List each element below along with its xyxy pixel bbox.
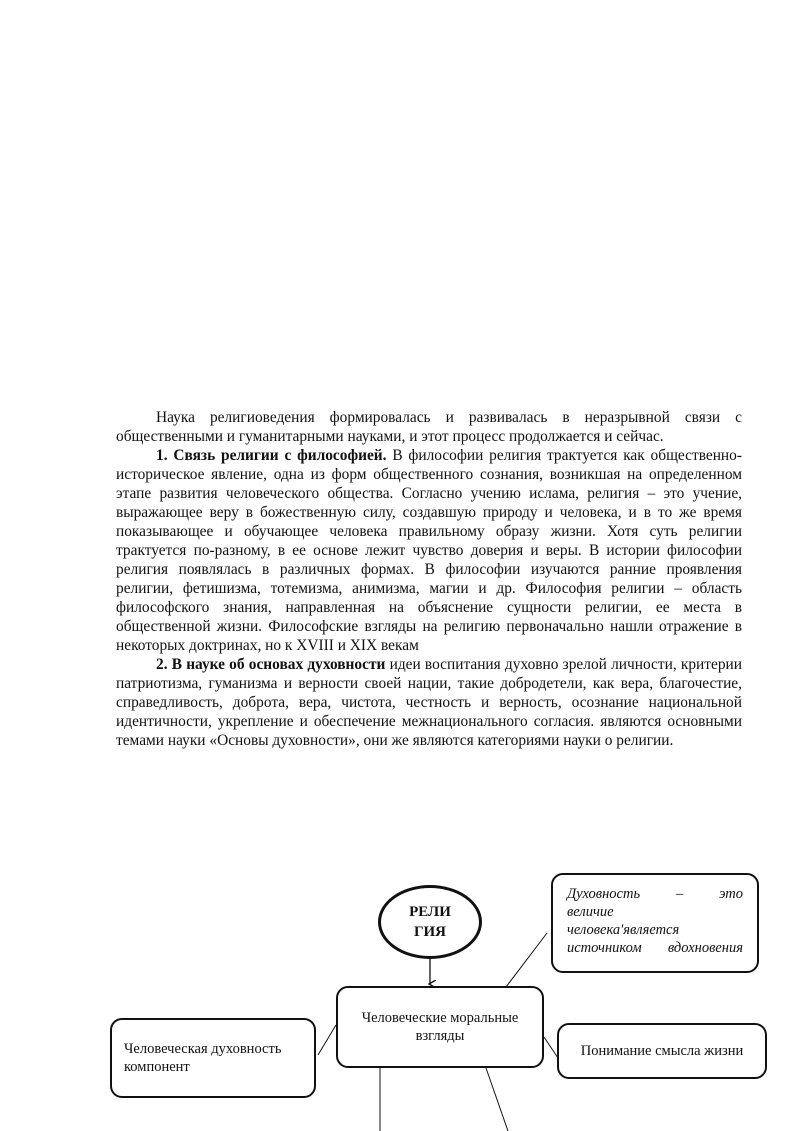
spirituality-component-node [110,1018,316,1098]
definition-line-1: Духовность – это [567,886,743,902]
root-label-line2: ГИЯ [413,924,447,940]
intro-paragraph: Наука религиоведения формировалась и развивалась в неразрывной связи с общественными и гуманитарными науками, и этот процесс продолжается и сейчас. [116,409,742,445]
moral-views-node [336,986,544,1068]
line-center-to-left [318,1025,336,1055]
section-1-heading: 1. Связь религии с философией. [156,447,387,464]
definition-line-3: человека'является [567,922,680,938]
meaning-of-life-label: Понимание смысла жизни [580,1043,744,1059]
definition-line-4: источником вдохновения [567,940,743,956]
section-2-heading: 2. В науке об основах духовности [156,656,386,673]
meaning-of-life-node [557,1023,767,1079]
line-center-down-2 [486,1068,508,1131]
root-label-line1: РЕЛИ [409,904,451,920]
moral-views-label: Человеческие моральные взгляды [361,1010,519,1044]
spirituality-definition-node [551,873,759,973]
definition-line-2: величие [567,904,614,920]
spirituality-component-label: Человеческая духовность компонент [124,1041,282,1075]
line-center-to-top-right [506,933,547,987]
section-2-body: идеи воспитания духовно зрелой личности, критерии патриотизма, гуманизма и верности своей нации, такие добродетели, как вера, благочестие, справедливость, доброта, вера, чистота, честность и верность, осознание национальной идентичности, укрепление и обеспечение межнационального согласия. являются основными темами науки «Основы духовности», они же являются категориями науки о религии. [116,656,743,749]
religion-root-node [378,885,482,959]
line-center-to-right [544,1037,558,1058]
section-1-body: В философии религия трактуется как общественно-историческое явление, одна из форм общественного сознания, возникшая на определенном этапе развития человеческого общества. Согласно учению ислама, религия – это учение, выражающее веру в божественную силу, создавшую природу и человека, и в то же время показывающее и обучающее человека правильному образу жизни. Хотя суть религии трактуется по-разному, в ее основе лежит чувство доверия и веры. В истории философии религия появлялась в различных формах. В философии изучаются ранние проявления религии, фетишизма, тотемизма, анимизма, магии и др. Философия религии – область философского знания, направленная на объяснение сущности религии, ее места в общественной жизни. Философские взгляды на религию первоначально нашли отражение в некоторых доктринах, но к XVIII и XIX векам [116,447,742,654]
